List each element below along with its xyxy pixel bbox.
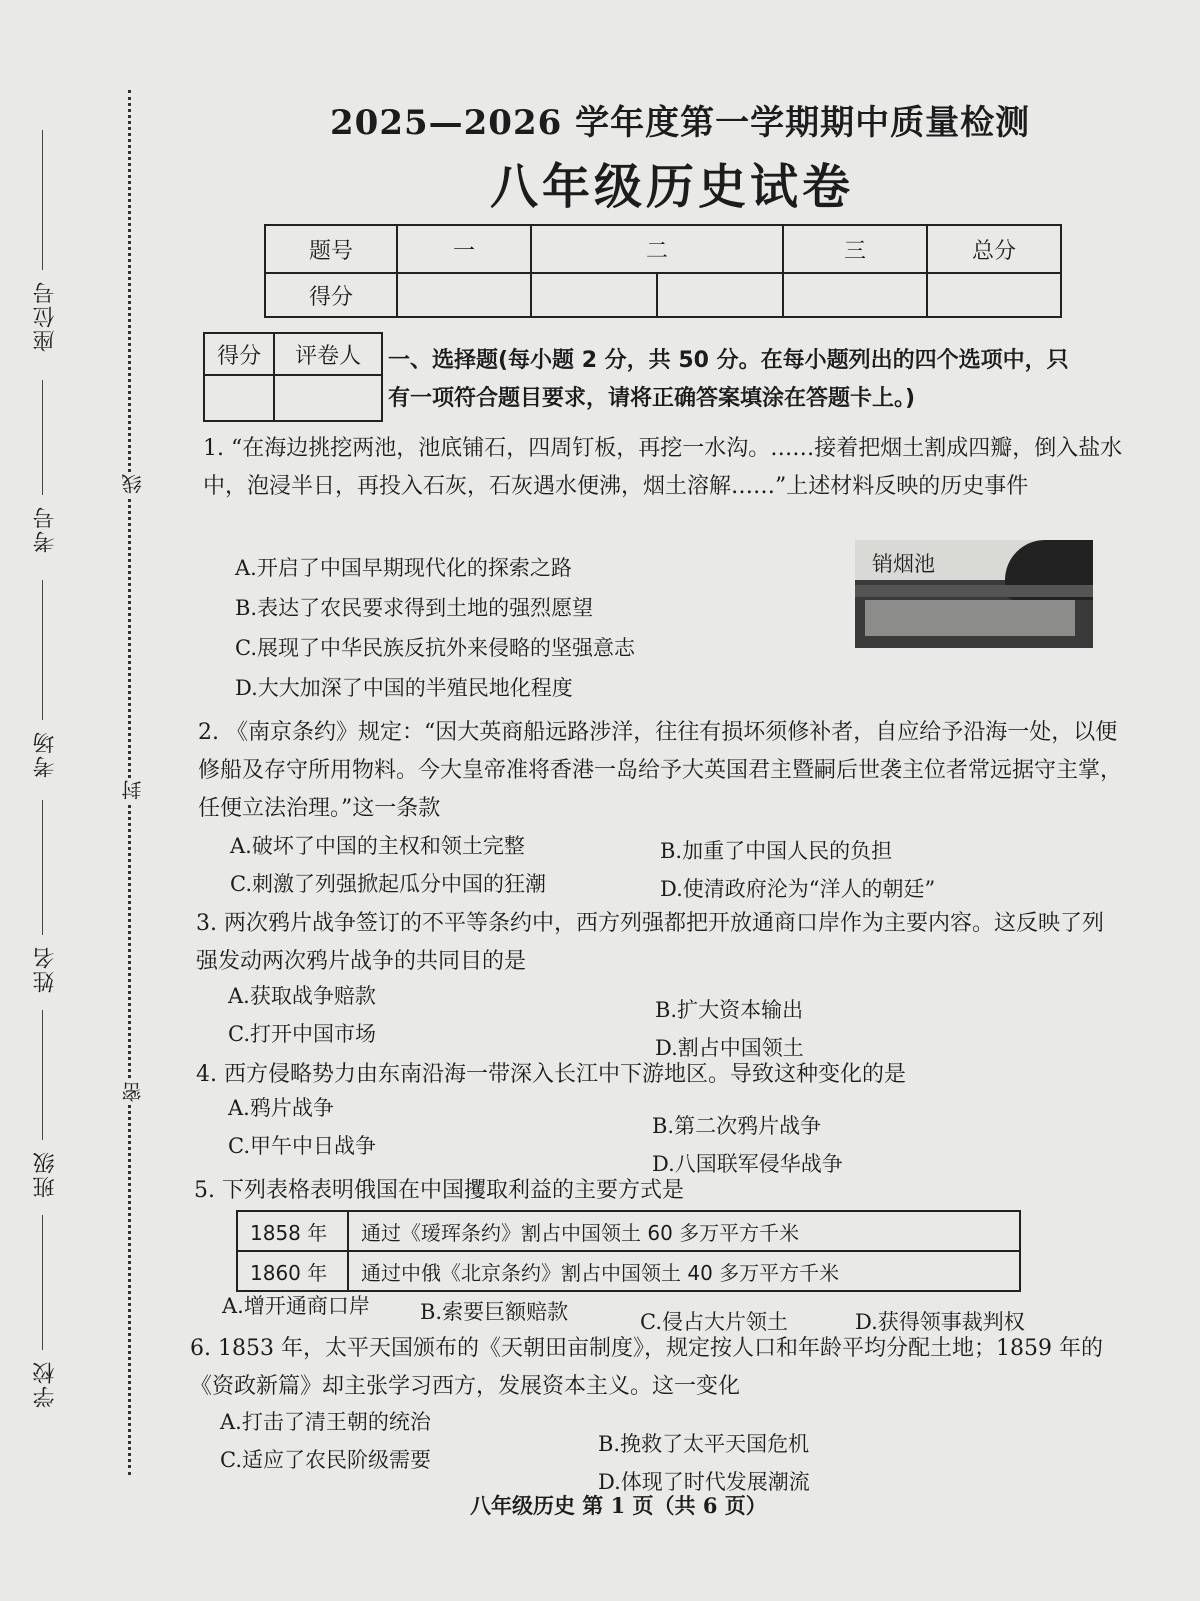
score-table-header-cell: 题号 (265, 225, 397, 273)
score-table-header-cell: 二 (531, 225, 783, 273)
question-5-option-a[interactable]: A.增开通商口岸 (222, 1294, 370, 1318)
seal-char-mi: 密 (118, 1080, 147, 1104)
seal-char-xian: 线 (118, 472, 147, 496)
score-table-header-cell: 三 (783, 225, 927, 273)
name-line (42, 800, 43, 935)
exam-subject-title: 八年级历史试卷 (490, 159, 855, 215)
question-2-option-c[interactable]: C.刺激了列强掀起瓜分中国的狂潮 (230, 872, 546, 896)
score-cell[interactable] (927, 273, 1061, 317)
question-3-option-d[interactable]: D.割占中国领土 (655, 1036, 804, 1060)
seat-number-label: 座位号 (33, 280, 58, 352)
page-footer: 八年级历史 第 1 页（共 6 页） (470, 1493, 767, 1518)
seal-char-feng: 封 (118, 778, 147, 802)
question-4-option-b[interactable]: B.第二次鸦片战争 (652, 1114, 822, 1138)
score-cell[interactable] (657, 273, 783, 317)
grader-box-score-label: 得分 (204, 333, 274, 375)
question-5-option-c[interactable]: C.侵占大片领土 (640, 1310, 788, 1334)
question-2-option-d[interactable]: D.使清政府沦为“洋人的朝廷” (660, 877, 936, 901)
question-4-option-d[interactable]: D.八国联军侵华战争 (652, 1152, 843, 1176)
question-2-option-a[interactable]: A.破坏了中国的主权和领土完整 (230, 834, 525, 858)
name-label: 姓名 (33, 945, 58, 993)
exam-number-label: 考号 (33, 505, 58, 553)
question-1-option-c[interactable]: C.展现了中华民族反抗外来侵略的坚强意志 (235, 636, 635, 660)
question-6-option-a[interactable]: A.打击了清王朝的统治 (220, 1410, 431, 1434)
score-table (264, 224, 1062, 318)
question-2-option-b[interactable]: B.加重了中国人民的负担 (660, 839, 893, 863)
table-cell-year: 1860 年 (237, 1251, 348, 1291)
exam-room-label: 考场 (33, 730, 58, 778)
exam-number-line (42, 380, 43, 495)
question-2-stem: 2. 《南京条约》规定：“因大英商船远路涉洋，往往有损坏须修补者，自应给予沿海一处，以便修船及存守所用物料。今大皇帝准将香港一岛给予大英国君主暨嗣后世袭主位者常远据守主掌，任便立法治理。”这一条款 (198, 720, 1123, 821)
score-table-header-cell: 总分 (927, 225, 1061, 273)
question-3-option-c[interactable]: C.打开中国市场 (228, 1022, 376, 1046)
table-cell-event: 通过《瑷珲条约》割占中国领土 60 多万平方千米 (348, 1211, 1020, 1251)
question-1-stem: 1. “在海边挑挖两池，池底铺石，四周钉板，再挖一水沟。……接着把烟土割成四瓣，倒入盐水中，泡浸半日，再投入石灰，石灰遇水便沸，烟土溶解……”上述材料反映的历史事件 (203, 436, 1123, 499)
question-6-option-b[interactable]: B.挽救了太平天国危机 (598, 1432, 810, 1456)
question-3-stem: 3. 两次鸦片战争签订的不平等条约中，西方列强都把开放通商口岸作为主要内容。这反映了列强发动两次鸦片战争的共同目的是 (196, 911, 1104, 974)
question-1-option-b[interactable]: B.表达了农民要求得到土地的强烈愿望 (235, 596, 594, 620)
question-6-option-d[interactable]: D.体现了时代发展潮流 (598, 1470, 810, 1494)
question-4-stem: 4. 西方侵略势力由东南沿海一带深入长江中下游地区。导致这种变化的是 (196, 1062, 906, 1087)
section-1-heading: 一、选择题(每小题 2 分，共 50 分。在每小题列出的四个选项中，只有一项符合题目要求，请将正确答案填涂在答题卡上。) (388, 348, 1069, 411)
exam-room-line (42, 580, 43, 720)
question-1-option-d[interactable]: D.大大加深了中国的半殖民地化程度 (235, 676, 573, 700)
table-row (237, 1211, 1020, 1251)
score-cell[interactable] (397, 273, 531, 317)
question-3-option-a[interactable]: A.获取战争赔款 (228, 984, 376, 1008)
question-3-option-b[interactable]: B.扩大资本输出 (655, 998, 804, 1022)
grader-box-grader-label: 评卷人 (274, 333, 382, 375)
question-5-option-d[interactable]: D.获得领事裁判权 (855, 1310, 1025, 1334)
question-5-option-b[interactable]: B.索要巨额赔款 (420, 1300, 569, 1324)
question-6-option-c[interactable]: C.适应了农民阶级需要 (220, 1448, 431, 1472)
exam-period-title: 2025—2026 学年度第一学期期中质量检测 (330, 103, 1031, 143)
school-label: 学校 (33, 1360, 58, 1408)
score-cell[interactable] (531, 273, 657, 317)
table-row (237, 1251, 1020, 1291)
grader-score-cell[interactable] (204, 375, 274, 421)
table-cell-event: 通过中俄《北京条约》割占中国领土 40 多万平方千米 (348, 1251, 1020, 1291)
question-1-option-a[interactable]: A.开启了中国早期现代化的探索之路 (235, 556, 572, 580)
grader-name-cell[interactable] (274, 375, 382, 421)
question-6-stem: 6. 1853 年，太平天国颁布的《天朝田亩制度》，规定按人口和年龄平均分配土地；1859 年的《资政新篇》却主张学习西方，发展资本主义。这一变化 (190, 1336, 1103, 1399)
score-table-row-label: 得分 (265, 273, 397, 317)
photo-caption: 销烟池 (872, 552, 935, 576)
question-4-option-c[interactable]: C.甲午中日战争 (228, 1134, 376, 1158)
score-cell[interactable] (783, 273, 927, 317)
seat-number-line (42, 130, 43, 270)
question-5-stem: 5. 下列表格表明俄国在中国攫取利益的主要方式是 (194, 1178, 684, 1203)
score-table-header-cell: 一 (397, 225, 531, 273)
question-4-option-a[interactable]: A.鸦片战争 (228, 1096, 334, 1120)
question-5-data-table (236, 1210, 1021, 1292)
table-cell-year: 1858 年 (237, 1211, 348, 1251)
class-line (42, 1010, 43, 1140)
school-line (42, 1215, 43, 1350)
grader-box (203, 332, 383, 422)
class-label: 班级 (33, 1150, 58, 1198)
